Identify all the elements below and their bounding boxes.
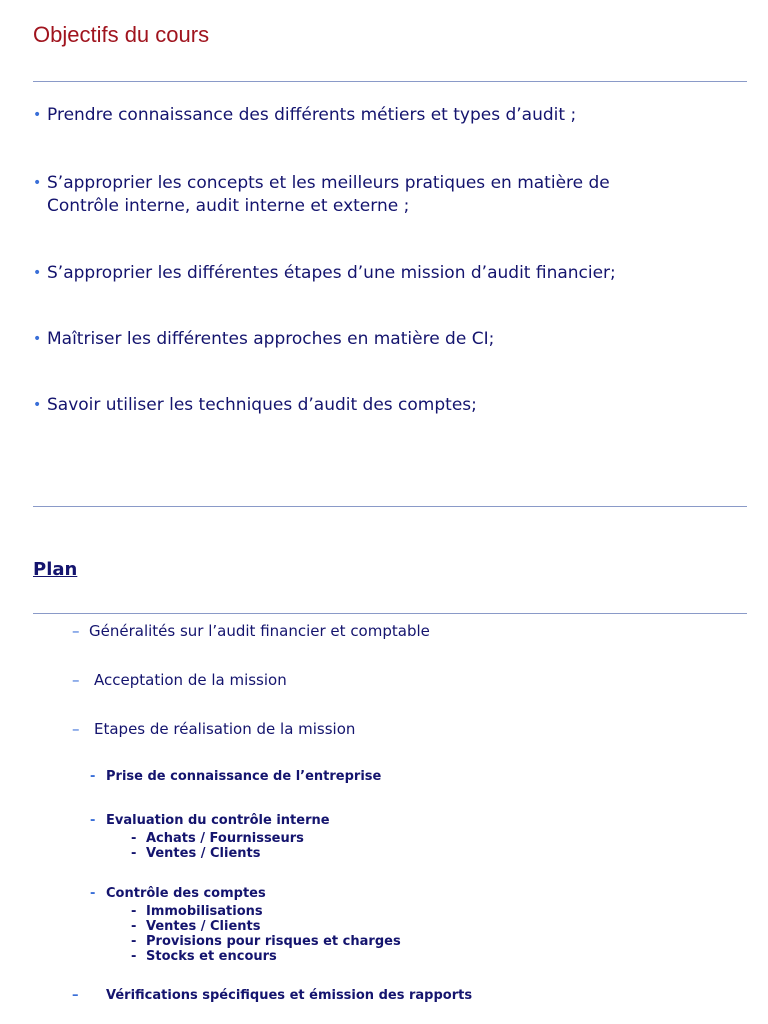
plan-subsubitem <box>131 949 277 964</box>
dash-icon: - <box>131 919 137 934</box>
plan-subitem-text: Prise de connaissance de l’entreprise <box>106 769 382 784</box>
plan-item <box>72 622 430 640</box>
plan-subsubitem <box>131 934 401 949</box>
objective-text-continuation: Contrôle interne, audit interne et externe ; <box>47 196 410 216</box>
objective-text: Maîtriser les différentes approches en matière de CI; <box>47 329 495 349</box>
objective-item <box>33 394 733 417</box>
plan-subsubitem <box>131 904 263 919</box>
bullet-icon: • <box>33 107 42 123</box>
plan-item <box>72 720 355 738</box>
plan-item <box>72 988 472 1003</box>
plan-subsubitem-text: Immobilisations <box>146 904 263 919</box>
bullet-icon: • <box>33 265 42 281</box>
divider <box>33 506 747 507</box>
plan-item-text: Vérifications spécifiques et émission des rapports <box>106 988 473 1003</box>
objective-item <box>33 262 733 285</box>
plan-subsubitem <box>131 831 304 846</box>
objective-item <box>33 328 733 351</box>
plan-subsubitem-text: Ventes / Clients <box>146 846 261 861</box>
plan-subsubitem-text: Achats / Fournisseurs <box>146 831 304 846</box>
dash-icon: – <box>72 622 80 640</box>
bullet-icon: • <box>33 397 42 413</box>
dash-icon: - <box>131 831 137 846</box>
dash-icon: - <box>90 886 96 901</box>
bullet-icon: • <box>33 331 42 347</box>
objective-text: S’approprier les différentes étapes d’une mission d’audit financier; <box>47 263 616 283</box>
objective-text: Savoir utiliser les techniques d’audit des comptes; <box>47 395 477 415</box>
dash-icon: – <box>72 720 80 738</box>
dash-icon: - <box>131 949 137 964</box>
plan-item-text: Acceptation de la mission <box>94 671 287 689</box>
plan-subitem <box>90 769 381 784</box>
dash-icon: - <box>131 904 137 919</box>
plan-item-text: Généralités sur l’audit financier et comptable <box>89 622 430 640</box>
plan-subitem <box>90 813 330 828</box>
bullet-icon: • <box>33 175 42 191</box>
plan-subsubitem-text: Stocks et encours <box>146 949 277 964</box>
divider <box>33 613 747 614</box>
plan-subsubitem <box>131 846 260 861</box>
plan-subsubitem <box>131 919 260 934</box>
plan-subitem <box>90 886 266 901</box>
plan-subitem-text: Evaluation du contrôle interne <box>106 813 330 828</box>
plan-subitem-text: Contrôle des comptes <box>106 886 266 901</box>
plan-heading: Plan <box>33 559 78 580</box>
dash-icon: - <box>90 769 96 784</box>
plan-item-text: Etapes de réalisation de la mission <box>94 720 356 738</box>
dash-icon: – <box>72 988 79 1003</box>
plan-subsubitem-text: Ventes / Clients <box>146 919 261 934</box>
dash-icon: - <box>90 813 96 828</box>
objective-text: Prendre connaissance des différents métiers et types d’audit ; <box>47 105 577 125</box>
dash-icon: – <box>72 671 80 689</box>
dash-icon: - <box>131 934 137 949</box>
objective-item <box>33 172 733 218</box>
plan-item <box>72 671 287 689</box>
objective-text: S’approprier les concepts et les meilleurs pratiques en matière de <box>47 173 610 193</box>
objective-item <box>33 104 733 127</box>
plan-subsubitem-text: Provisions pour risques et charges <box>146 934 401 949</box>
page-title: Objectifs du cours <box>33 22 210 47</box>
dash-icon: - <box>131 846 137 861</box>
divider <box>33 81 747 82</box>
